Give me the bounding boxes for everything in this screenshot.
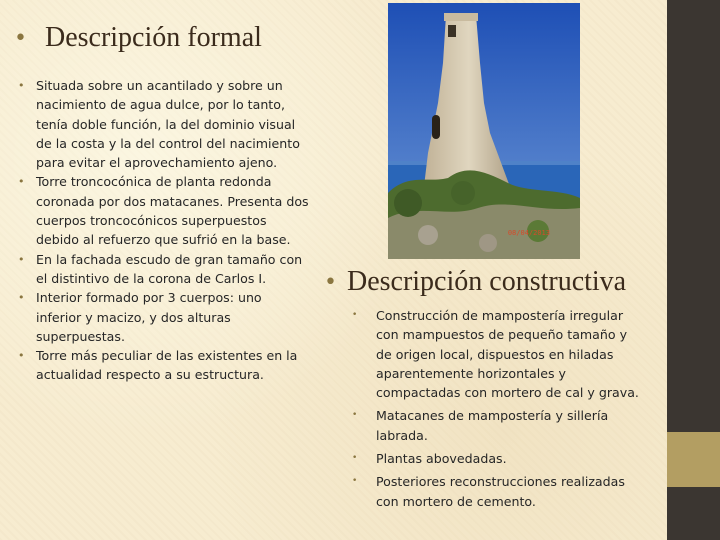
list-item: • Situada sobre un acantilado y sobre un nacimiento de agua dulce, por lo tanto, tenía doble función, la del dominio visual de la costa y la del control del nacimiento para evitar el aprovechamiento ajeno.: [18, 76, 310, 172]
list-item: • Matacanes de mampostería y sillería labrada.: [350, 406, 642, 445]
formal-description-list: [18, 76, 310, 385]
tower-photo: [388, 3, 580, 259]
slide-title-text: Descripción formal: [44, 22, 262, 53]
tower-photo-icon: [388, 3, 580, 259]
list-item: • Torre más peculiar de las existentes en la actualidad respecto a su estructura.: [18, 346, 310, 385]
constructive-description-list: [350, 306, 642, 515]
list-item: • Plantas abovedadas.: [350, 449, 642, 468]
list-item: • Posteriores reconstrucciones realizadas con mortero de cemento.: [350, 472, 642, 511]
list-item: • En la fachada escudo de gran tamaño con el distintivo de la corona de Carlos I.: [18, 250, 310, 289]
slide-title: [14, 22, 262, 54]
section-subtitle-text: Descripción constructiva: [346, 266, 627, 297]
photo-date-stamp: 08/04/2013: [507, 229, 550, 237]
side-bar-accent: [667, 432, 720, 487]
list-item: • Construcción de mampostería irregular con mampuestos de pequeño tamaño y de origen local, dispuestos en hiladas aparentemente horizontales y compactadas con mortero de cal y grava.: [350, 306, 642, 402]
subtitle-bullet-icon: •: [324, 269, 337, 295]
list-item: • Interior formado por 3 cuerpos: uno inferior y macizo, y dos alturas superpuestas.: [18, 288, 310, 346]
list-item: • Torre troncocónica de planta redonda coronada por dos matacanes. Presenta dos cuerpos troncocónicos superpuestos debido al refuerzo que sufrió en la base.: [18, 172, 310, 249]
section-subtitle: [324, 266, 626, 298]
title-bullet-icon: •: [14, 25, 27, 51]
